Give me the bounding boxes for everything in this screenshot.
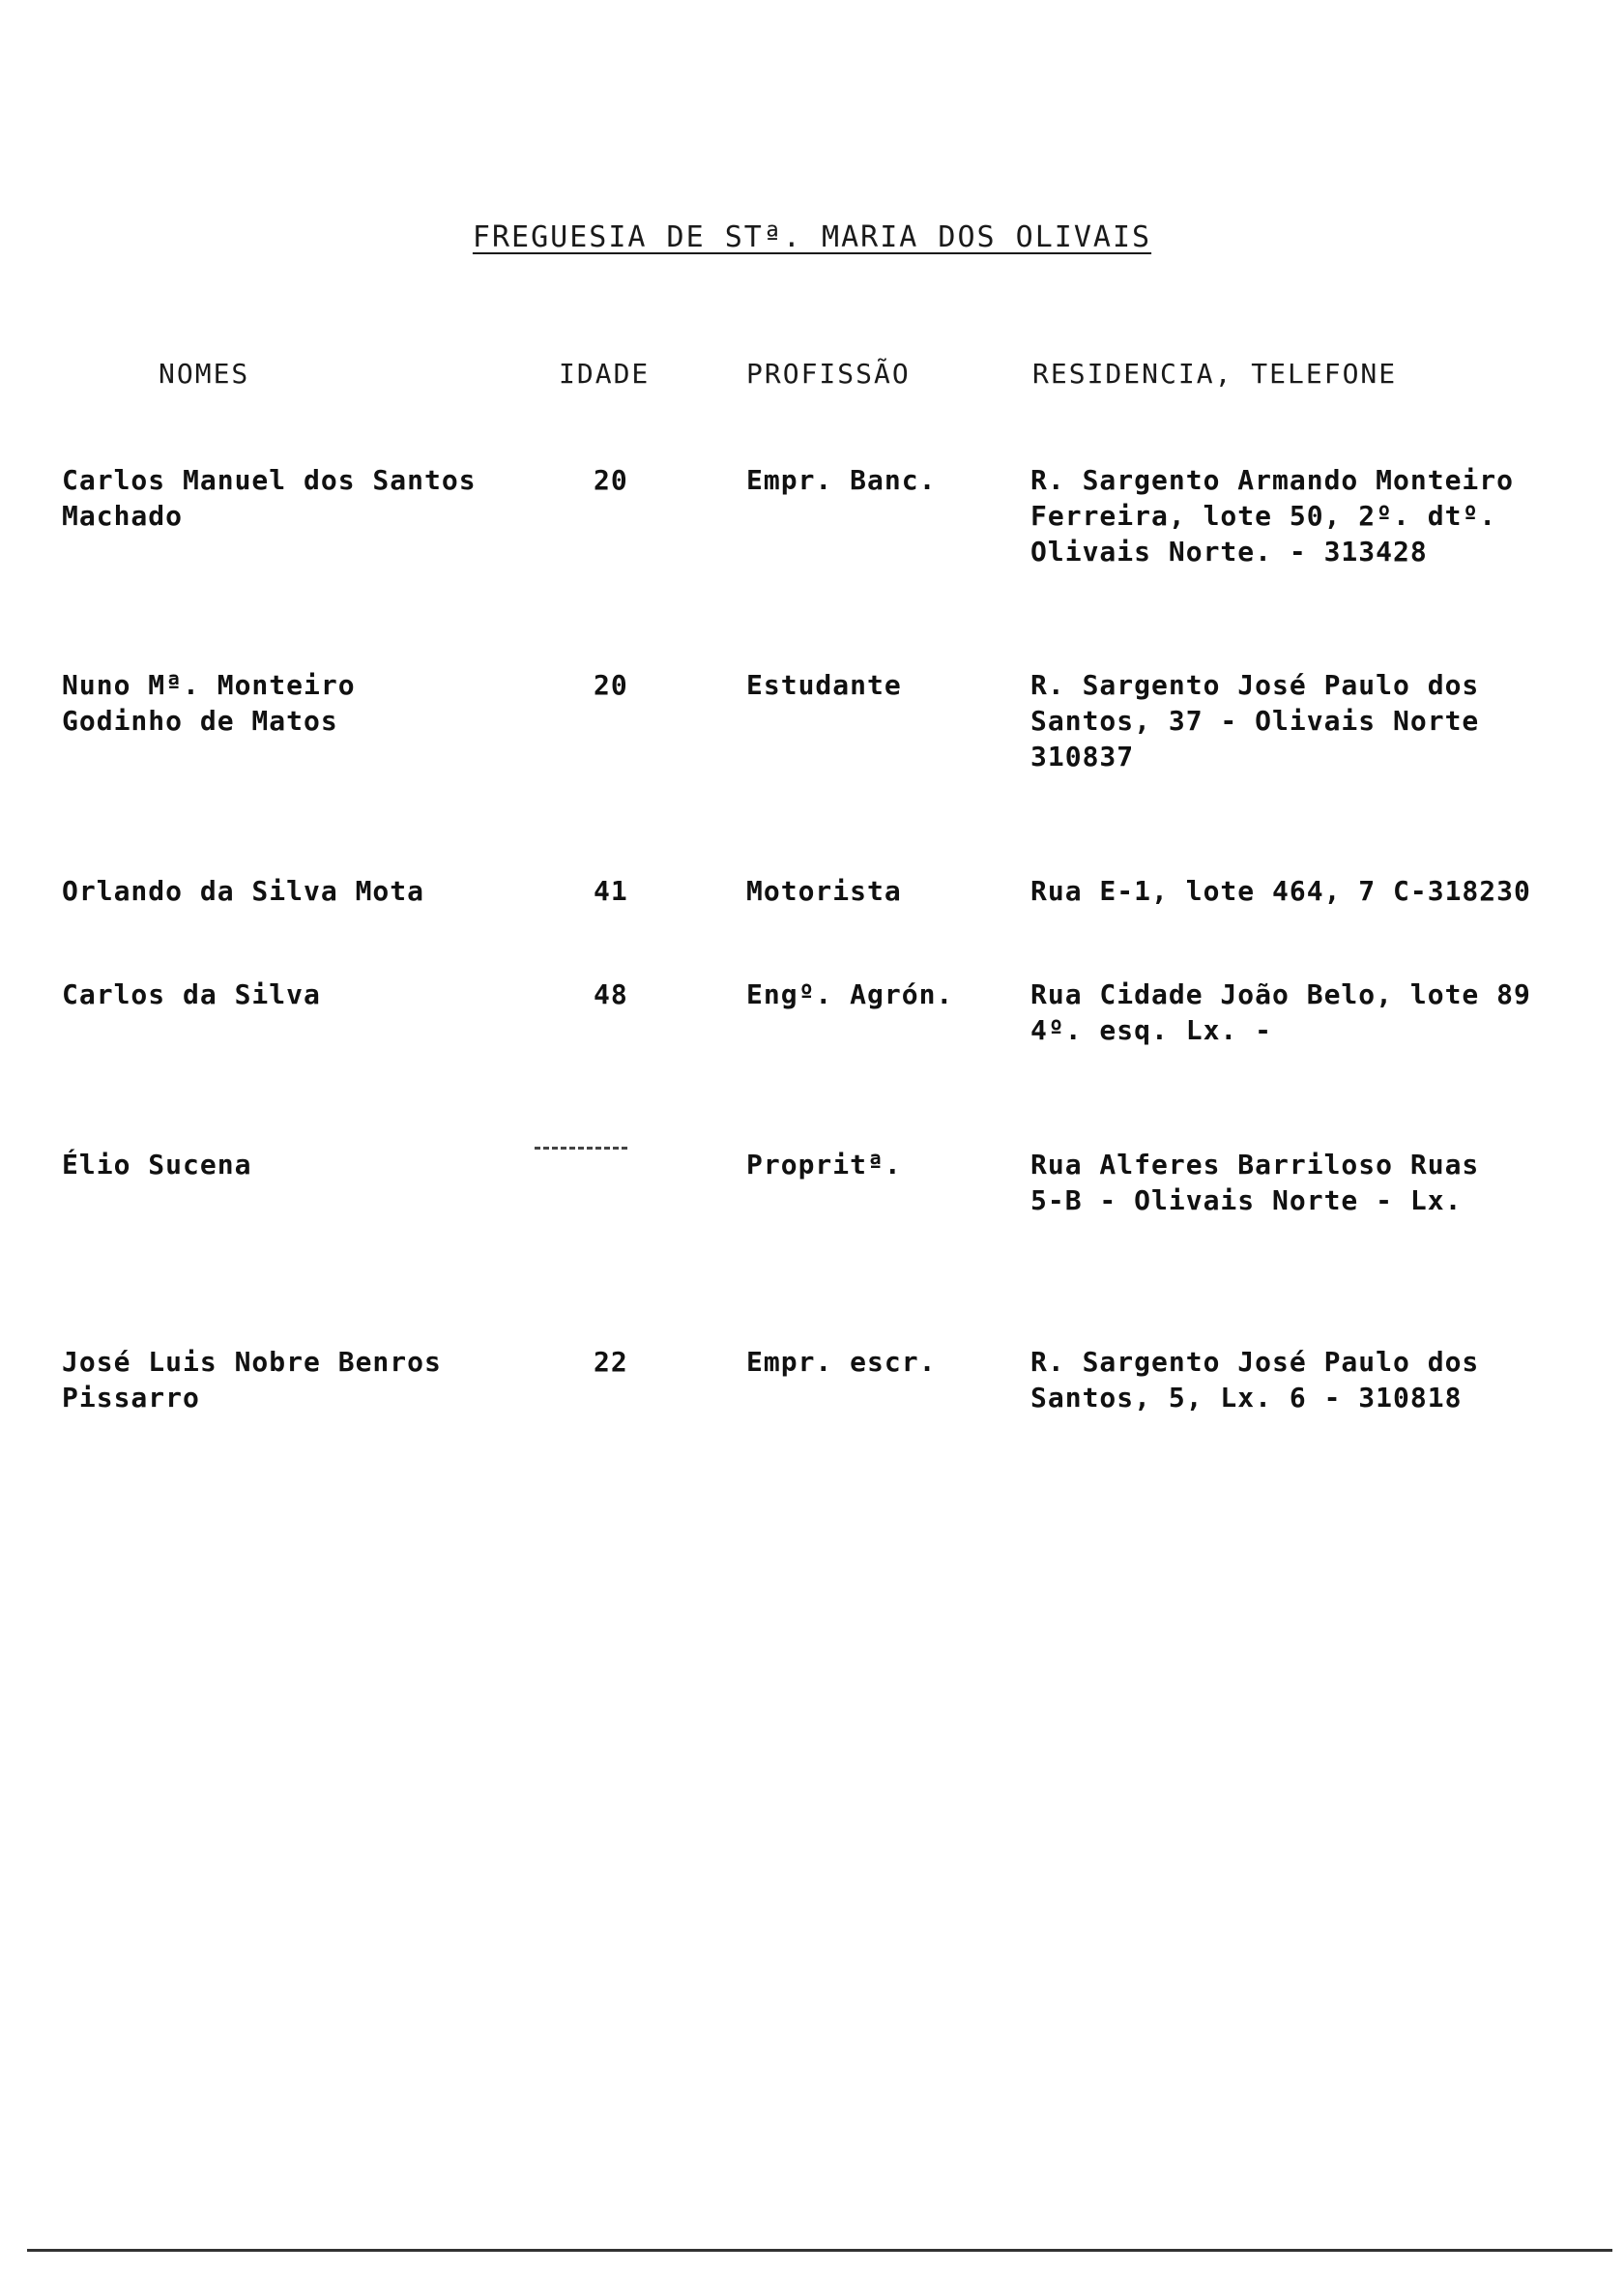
residence-line: Olivais Norte. - 313428 (1030, 536, 1428, 568)
name-line: José Luis Nobre Benros (62, 1346, 442, 1378)
residence-cell (1030, 977, 1531, 1048)
header-nomes: NOMES (159, 358, 250, 390)
name-line: Élio Sucena (62, 1149, 252, 1181)
residence-line: Santos, 37 - Olivais Norte (1030, 705, 1480, 737)
profession-cell: Empr. escr. (746, 1346, 937, 1378)
name-line: Carlos Manuel dos Santos (62, 464, 477, 496)
name-cell (62, 667, 356, 739)
header-idade: IDADE (559, 358, 651, 390)
name-cell (62, 873, 424, 909)
profession-cell: Engº. Agrón. (746, 978, 954, 1010)
residence-cell (1030, 1147, 1479, 1218)
residence-cell (1030, 873, 1531, 909)
residence-line: Rua Cidade João Belo, lote 89 (1030, 978, 1531, 1010)
residence-line: Rua Alferes Barriloso Ruas (1030, 1149, 1480, 1181)
name-line: Godinho de Matos (62, 705, 338, 737)
age-cell: 41 (594, 875, 628, 907)
residence-line: R. Sargento José Paulo dos (1030, 669, 1480, 701)
name-line: Machado (62, 500, 184, 532)
profession-cell: Estudante (746, 669, 902, 701)
header-profissao: PROFISSÃO (746, 358, 911, 390)
age-cell: 48 (594, 978, 628, 1010)
name-cell (62, 1344, 442, 1415)
residence-line: Rua E-1, lote 464, 7 C-318230 (1030, 875, 1531, 907)
name-line: Pissarro (62, 1382, 200, 1414)
residence-line: R. Sargento Armando Monteiro (1030, 464, 1515, 496)
residence-line: 4º. esq. Lx. - (1030, 1014, 1273, 1046)
age-cell: 22 (594, 1346, 628, 1378)
name-line: Carlos da Silva (62, 978, 321, 1010)
name-cell (62, 977, 321, 1012)
age-cell: 20 (594, 464, 628, 496)
smudge-mark (535, 1147, 627, 1150)
document-title: FREGUESIA DE STª. MARIA DOS OLIVAIS (472, 220, 1152, 254)
residence-line: Santos, 5, Lx. 6 - 310818 (1030, 1382, 1463, 1414)
name-line: Nuno Mª. Monteiro (62, 669, 356, 701)
residence-cell (1030, 1344, 1479, 1415)
age-cell: 20 (594, 669, 628, 701)
bottom-rule (27, 2249, 1612, 2252)
name-line: Orlando da Silva Mota (62, 875, 425, 907)
residence-line: 5-B - Olivais Norte - Lx. (1030, 1184, 1463, 1216)
profession-cell: Propritª. (746, 1149, 902, 1181)
residence-cell (1030, 462, 1514, 569)
profession-cell: Empr. Banc. (746, 464, 937, 496)
name-cell (62, 462, 477, 534)
name-cell (62, 1147, 251, 1182)
residence-line: R. Sargento José Paulo dos (1030, 1346, 1480, 1378)
residence-line: 310837 (1030, 741, 1135, 773)
header-residencia: RESIDENCIA, TELEFONE (1032, 358, 1398, 390)
residence-cell (1030, 667, 1479, 774)
residence-line: Ferreira, lote 50, 2º. dtº. (1030, 500, 1497, 532)
profession-cell: Motorista (746, 875, 902, 907)
